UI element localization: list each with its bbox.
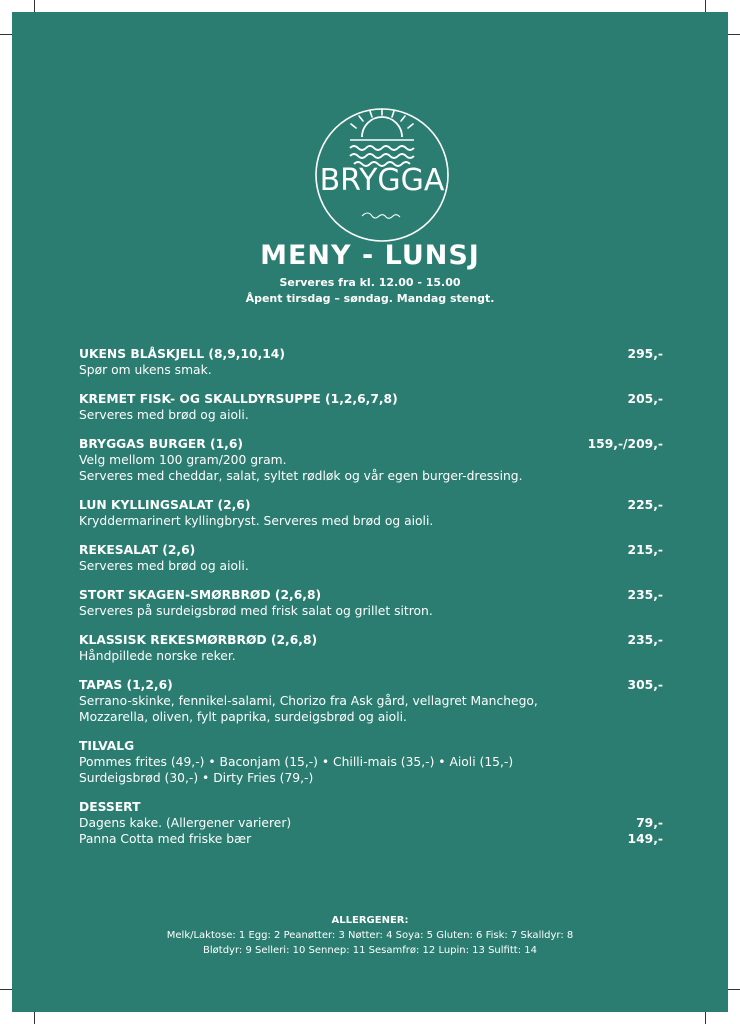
crop-mark — [705, 1012, 706, 1024]
brygga-logo — [304, 97, 460, 253]
crop-mark — [0, 34, 12, 35]
dessert-name: Panna Cotta med friske bær — [79, 832, 252, 846]
menu-item-description: Serveres med brød og aioli. — [79, 408, 249, 422]
menu-item — [79, 632, 663, 664]
menu-item-name: BRYGGAS BURGER (1,6) — [79, 437, 244, 451]
menu-item-price: 225,- — [627, 498, 663, 512]
menu-item-price: 295,- — [627, 347, 663, 361]
crop-mark — [705, 0, 706, 12]
dessert-row — [79, 831, 663, 847]
menu-item-price: 235,- — [627, 633, 663, 647]
menu-item-description: Serrano-skinke, fennikel-salami, Chorizo fra Ask gård, vellagret Manchego, — [79, 694, 538, 708]
menu-item-description: Pommes frites (49,-) • Baconjam (15,-) • Chilli-mais (35,-) • Aioli (15,-) — [79, 755, 514, 769]
dessert-row — [79, 815, 663, 831]
allergen-line: Melk/Laktose: 1 Egg: 2 Peanøtter: 3 Nøtter: 4 Soya: 5 Gluten: 6 Fisk: 7 Skalldyr: 8 — [166, 930, 574, 941]
menu-item-description: Mozzarella, oliven, fylt paprika, surdeigsbrød og aioli. — [79, 710, 407, 724]
opening-days: Åpent tirsdag – søndag. Mandag stengt. — [245, 292, 495, 305]
menu-page — [12, 12, 728, 1012]
dessert-price: 79,- — [636, 816, 663, 830]
dessert-heading: DESSERT — [79, 800, 141, 814]
menu-item-description: Velg mellom 100 gram/200 gram. — [79, 453, 287, 467]
allergen-line: Bløtdyr: 9 Selleri: 10 Sennep: 11 Sesamfrø: 12 Lupin: 13 Sulfitt: 14 — [203, 945, 537, 956]
dessert-section — [79, 799, 663, 847]
menu-list — [79, 346, 663, 847]
crop-mark — [728, 989, 740, 990]
menu-item-description: Kryddermarinert kyllingbryst. Serveres med brød og aioli. — [79, 514, 434, 528]
menu-item — [79, 677, 663, 725]
menu-item-price: 159,-/209,- — [587, 437, 663, 451]
menu-item-price: 235,- — [627, 588, 663, 602]
menu-item-name: TAPAS (1,2,6) — [79, 678, 173, 692]
logo-wordmark: BRYGGA — [319, 163, 445, 198]
menu-item-description: Spør om ukens smak. — [79, 363, 212, 377]
menu-item-description: Surdeigsbrød (30,-) • Dirty Fries (79,-) — [79, 771, 314, 785]
menu-item-name: KLASSISK REKESMØRBRØD (2,6,8) — [79, 633, 318, 647]
dessert-name: Dagens kake. (Allergener varierer) — [79, 816, 292, 830]
menu-item-price: 205,- — [627, 392, 663, 406]
allergen-heading: ALLERGENER: — [331, 915, 409, 926]
menu-item — [79, 346, 663, 378]
menu-item — [79, 587, 663, 619]
menu-item-price: 305,- — [627, 678, 663, 692]
menu-item-name: STORT SKAGEN-SMØRBRØD (2,6,8) — [79, 588, 322, 602]
crop-mark — [34, 0, 35, 12]
menu-item-name: KREMET FISK- OG SKALLDYRSUPPE (1,2,6,7,8) — [79, 392, 398, 406]
menu-item-name: UKENS BLÅSKJELL (8,9,10,14) — [79, 347, 285, 361]
menu-item-name: LUN KYLLINGSALAT (2,6) — [79, 498, 251, 512]
page-title: MENY - LUNSJ — [260, 240, 480, 271]
menu-item-description: Serveres med cheddar, salat, syltet rødløk og vår egen burger-dressing. — [79, 469, 523, 483]
menu-item-name: REKESALAT (2,6) — [79, 543, 196, 557]
crop-mark — [0, 989, 12, 990]
crop-mark — [728, 34, 740, 35]
menu-item — [79, 542, 663, 574]
menu-item — [79, 738, 663, 786]
menu-item-price: 215,- — [627, 543, 663, 557]
serving-hours: Serveres fra kl. 12.00 - 15.00 — [279, 276, 461, 289]
menu-item-description: Håndpillede norske reker. — [79, 649, 236, 663]
menu-item-name: TILVALG — [79, 739, 135, 753]
dessert-price: 149,- — [627, 832, 663, 846]
allergen-info — [12, 913, 728, 958]
menu-item — [79, 497, 663, 529]
menu-item-description: Serveres med brød og aioli. — [79, 559, 249, 573]
menu-item-description: Serveres på surdeigsbrød med frisk salat og grillet sitron. — [79, 604, 433, 618]
menu-item — [79, 436, 663, 484]
crop-mark — [34, 1012, 35, 1024]
menu-item — [79, 391, 663, 423]
